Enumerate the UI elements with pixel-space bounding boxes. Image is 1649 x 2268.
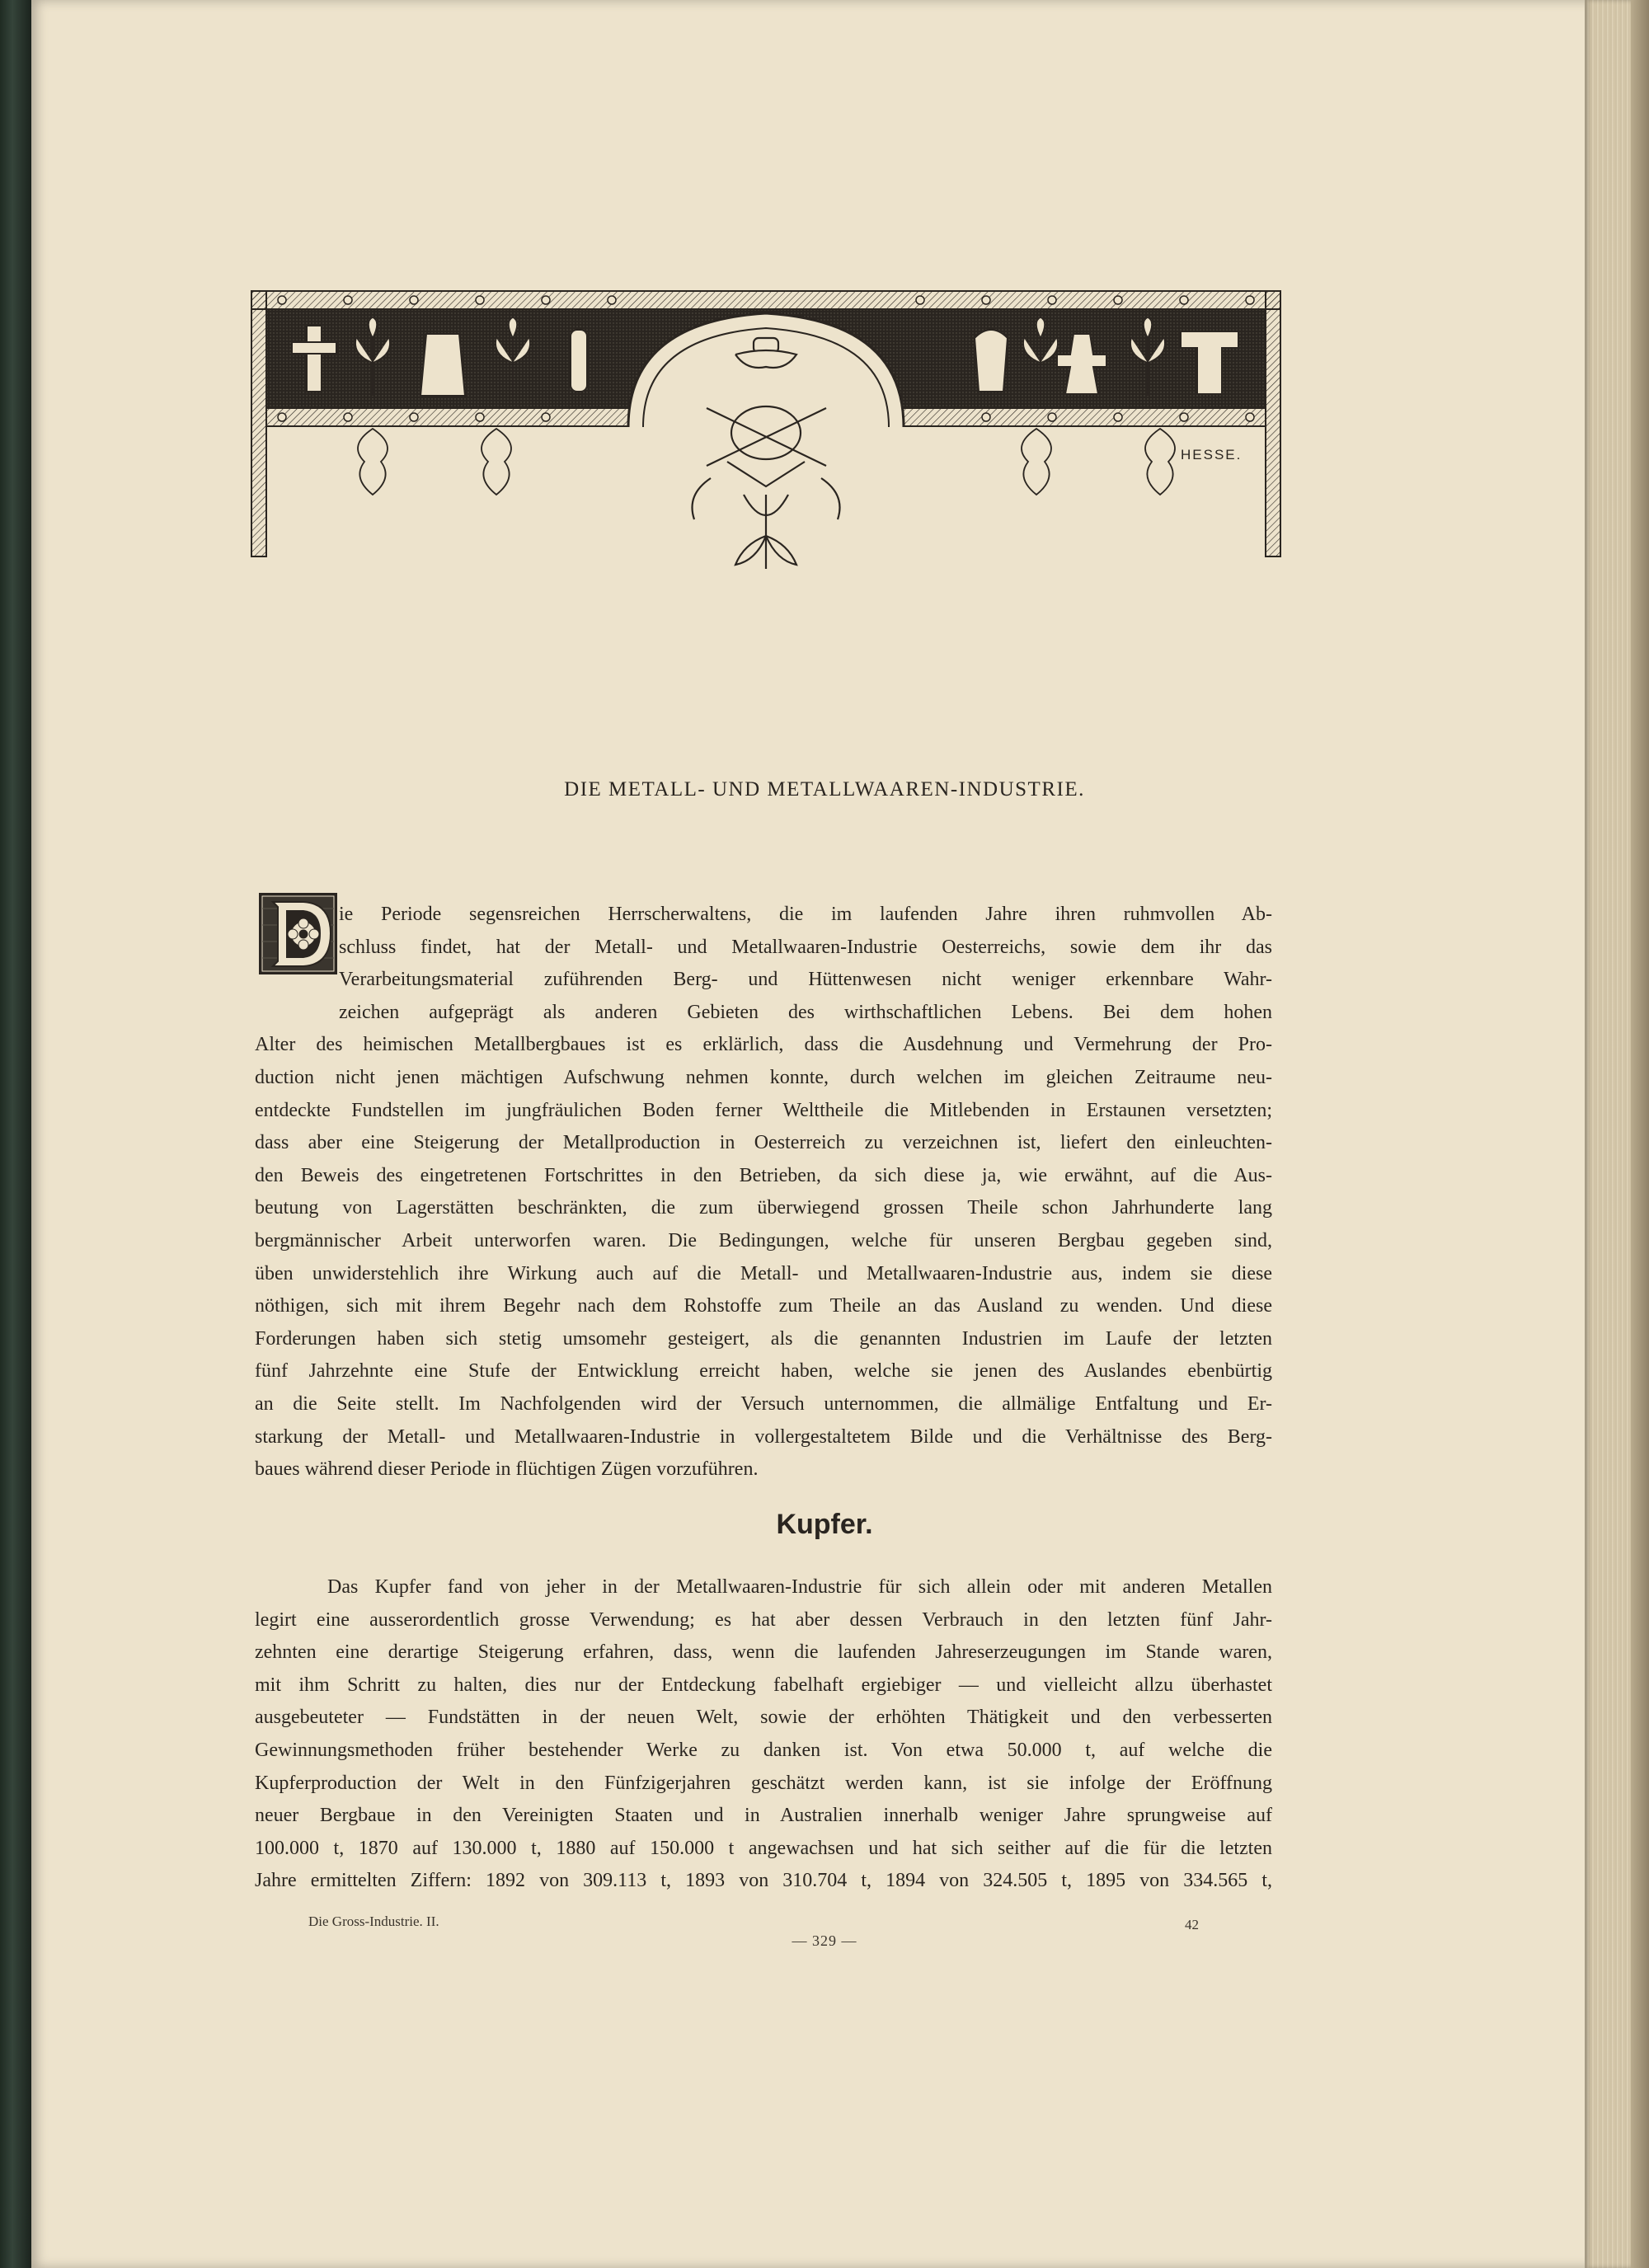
intro-paragraph (255, 899, 1272, 1486)
text-line: zehnten eine derartige Steigerung erfahren, dass, wenn die laufenden Jahreserzeugungen im Stande waren, (255, 1641, 1272, 1664)
text-line: fünf Jahrzehnte eine Stufe der Entwicklung erreicht haben, welche sie jenen des Auslandes ebenbürtig (255, 1360, 1272, 1383)
text-line: mit ihm Schritt zu halten, dies nur der Entdeckung fabelhaft ergiebiger — und vielleicht allzu überhastet (255, 1674, 1272, 1696)
engraver-signature: HESSE. (1181, 447, 1243, 463)
text-line: Forderungen haben sich stetig umsomehr gesteigert, als die genannten Industrien im Laufe der letzten (255, 1327, 1272, 1350)
book-binding (0, 0, 31, 2268)
page-number: — 329 — (792, 1932, 857, 1949)
text-line: starkung der Metall- und Metallwaaren-Industrie in vollergestaltetem Bilde und die Verhältnisse des Berg- (255, 1425, 1272, 1448)
text-line: dass aber eine Steigerung der Metallproduction in Oesterreich zu verzeichnen ist, liefert den einleuchten- (255, 1132, 1272, 1154)
text-line: Verarbeitungsmaterial zuführenden Berg- und Hüttenwesen nicht weniger erkennbare Wahr- (339, 969, 1272, 991)
text-line: Gewinnungsmethoden früher bestehender Werke zu danken ist. Von etwa 50.000 t, auf welche die (255, 1739, 1272, 1761)
text-line: nöthigen, sich mit ihrem Begehr nach dem Rohstoffe zum Theile an das Ausland zu wenden. Und diese (255, 1295, 1272, 1317)
text-line: schluss findet, hat der Metall- und Metallwaaren-Industrie Oesterreichs, sowie dem ihr das (339, 936, 1272, 958)
page-edges (1585, 0, 1649, 2268)
section-heading: Kupfer. (776, 1509, 873, 1540)
text-line: beutung von Lagerstätten beschränkten, die zum überwiegend grossen Theile schon Jahrhunderte lang (255, 1197, 1272, 1219)
text-line: ausgebeuteter — Fundstätten in der neuen Welt, sowie der erhöhten Thätigkeit und den verbesserten (255, 1707, 1272, 1729)
text-line: 100.000 t, 1870 auf 130.000 t, 1880 auf 150.000 t angewachsen und hat sich seither auf die für die letzten (255, 1837, 1272, 1859)
text-line: duction nicht jenen mächtigen Aufschwung nehmen konnte, durch welchen im gleichen Zeitraume neu- (255, 1066, 1272, 1088)
text-line: zeichen aufgeprägt als anderen Gebieten des wirthschaftlichen Lebens. Bei dem hohen (339, 1001, 1272, 1023)
text-line: baues während dieser Periode in flüchtigen Zügen vorzuführen. (255, 1458, 759, 1481)
footer-publication: Die Gross-Industrie. II. (308, 1913, 439, 1929)
text-line: Das Kupfer fand von jeher in der Metallwaaren-Industrie für sich allein oder mit anderen Metallen (327, 1576, 1272, 1598)
text-line: Kupferproduction der Welt in den Fünfzigerjahren geschätzt werden kann, ist sie infolge der Eröffnung (255, 1772, 1272, 1794)
kupfer-paragraph (255, 1571, 1272, 1898)
text-line: neuer Bergbaue in den Vereinigten Staaten und in Australien innerhalb weniger Jahre sprungweise auf (255, 1805, 1272, 1827)
text-line: legirt eine ausserordentlich grosse Verwendung; es hat aber dessen Verbrauch in den letzten fünf Jahr- (255, 1608, 1272, 1631)
text-line: den Beweis des eingetretenen Fortschrittes in den Betrieben, da sich diese ja, wie erwähnt, auf die Aus- (255, 1164, 1272, 1186)
text-line: Jahre ermittelten Ziffern: 1892 von 309.113 t, 1893 von 310.704 t, 1894 von 324.505 t, 1895 von 334.565 t, (255, 1870, 1272, 1892)
text-line: entdeckte Fundstellen im jungfräulichen Boden ferner Welttheile die Mitlebenden in Erstaunen versetzten; (255, 1099, 1272, 1121)
footer-signature-number: 42 (1185, 1917, 1199, 1932)
text-line: üben unwiderstehlich ihre Wirkung auch auf die Metall- und Metallwaaren-Industrie aus, indem sie diese (255, 1262, 1272, 1284)
text-line: an die Seite stellt. Im Nachfolgenden wird der Versuch unternommen, die allmälige Entfaltung und Er- (255, 1392, 1272, 1415)
text-line: Alter des heimischen Metallbergbaues ist es erklärlich, dass die Ausdehnung und Vermehrung der Pro- (255, 1034, 1272, 1056)
text-line: bergmännischer Arbeit unterworfen waren. Die Bedingungen, welche für unseren Bergbau gegeben sind, (255, 1229, 1272, 1251)
text-line: ie Periode segensreichen Herrscherwaltens, die im laufenden Jahre ihren ruhmvollen Ab- (339, 904, 1272, 925)
ornamental-headpiece (249, 289, 1283, 602)
page-title: DIE METALL- UND METALLWAAREN-INDUSTRIE. (564, 778, 1085, 801)
